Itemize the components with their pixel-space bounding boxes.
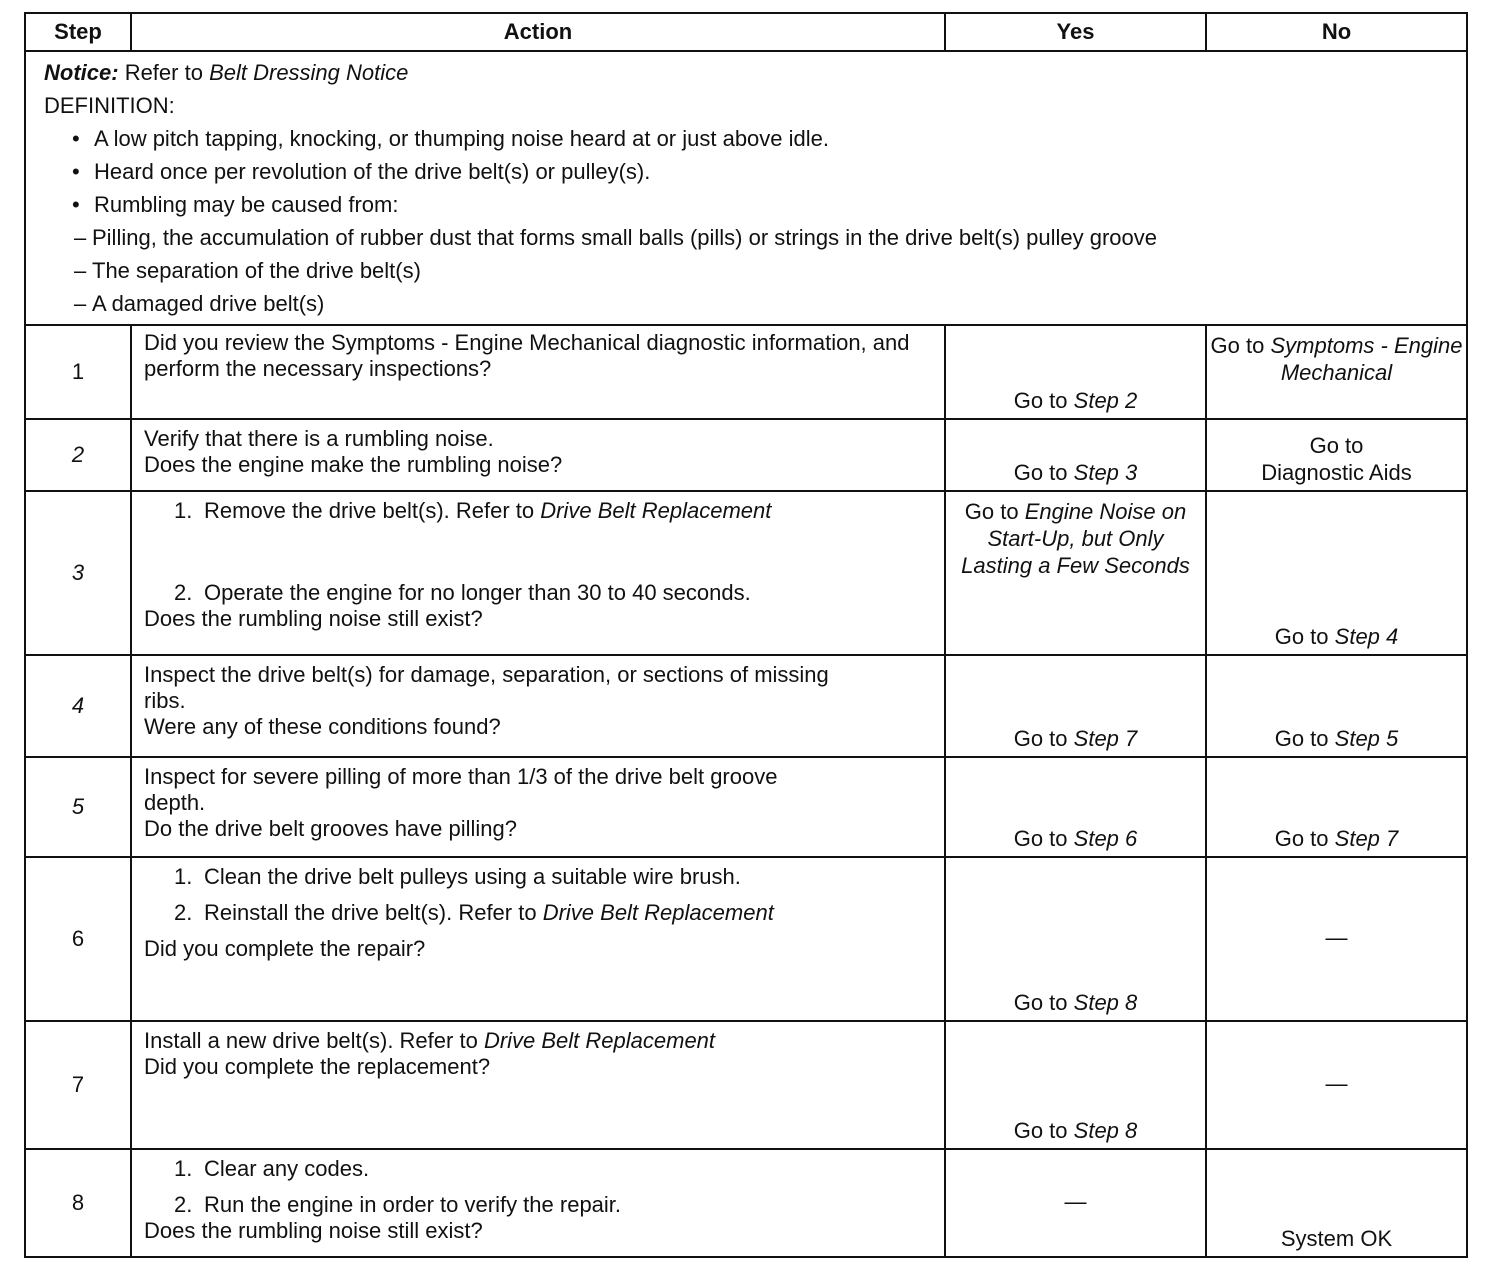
notice-ref: Belt Dressing Notice <box>209 60 409 85</box>
definition-bullet: • Heard once per revolution of the drive belt(s) or pulley(s). <box>72 155 1454 188</box>
definition-list <box>44 122 1454 221</box>
yes-cell <box>945 655 1206 757</box>
no-ref: Step 5 <box>1334 726 1399 751</box>
yes-prefix: Go to <box>1013 388 1068 413</box>
no-cell <box>1206 1021 1467 1149</box>
step-action <box>131 655 945 757</box>
yes-cell <box>945 419 1206 491</box>
yes-dash: — <box>1064 1188 1087 1214</box>
action-ref: Drive Belt Replacement <box>483 1028 716 1053</box>
no-prefix: Go to <box>1274 826 1329 851</box>
yes-ref: Step 8 <box>1073 1118 1138 1143</box>
step-action <box>131 1021 945 1149</box>
step-number: 1 <box>25 325 131 419</box>
yes-prefix: Go to <box>1013 1118 1068 1143</box>
yes-prefix: Go to <box>1013 460 1068 485</box>
no-cell <box>1206 325 1467 419</box>
yes-ref: Step 6 <box>1073 826 1138 851</box>
cause-item: – Pilling, the accumulation of rubber dust that forms small balls (pills) or strings in the drive belt(s) pulley groove <box>74 221 1454 254</box>
action-question: Did you complete the repair? <box>144 936 426 961</box>
step-number: 3 <box>25 491 131 655</box>
no-text: System OK <box>1280 1226 1393 1251</box>
step-row-2 <box>25 419 1467 491</box>
no-cell <box>1206 419 1467 491</box>
notice-block <box>26 52 1466 324</box>
step-action <box>131 325 945 419</box>
step-row-8 <box>25 1149 1467 1257</box>
step-number: 5 <box>25 757 131 857</box>
procedure-item: 1. Clean the drive belt pulleys using a suitable wire brush. <box>174 864 741 889</box>
step-number: 7 <box>25 1021 131 1149</box>
step-action <box>131 757 945 857</box>
yes-cell <box>945 857 1206 1021</box>
step-action <box>131 857 945 1021</box>
procedure-ref: Drive Belt Replacement <box>542 900 774 925</box>
no-line: Diagnostic Aids <box>1261 460 1412 485</box>
no-dash: — <box>1325 1070 1348 1096</box>
no-prefix: Go to <box>1274 624 1329 649</box>
no-cell <box>1206 491 1467 655</box>
step-action <box>131 1149 945 1257</box>
yes-ref: Engine Noise on Start-Up, but Only Lasting a Few Seconds <box>961 499 1190 578</box>
no-cell <box>1206 655 1467 757</box>
action-text: Did you review the Symptoms - Engine Mechanical diagnostic information, and perform the necessary inspections? <box>144 330 910 381</box>
yes-cell <box>945 757 1206 857</box>
action-text: Verify that there is a rumbling noise. <box>144 426 494 451</box>
no-prefix: Go to <box>1274 726 1329 751</box>
step-number: 6 <box>25 857 131 1021</box>
step-number: 8 <box>25 1149 131 1257</box>
definition-bullet: • Rumbling may be caused from: <box>72 188 1454 221</box>
header-yes: Yes <box>945 13 1206 51</box>
notice-text: Refer to <box>124 60 203 85</box>
step-row-3 <box>25 491 1467 655</box>
cause-item: – A damaged drive belt(s) <box>74 287 1454 320</box>
no-line: Go to <box>1309 433 1364 458</box>
header-action: Action <box>131 13 945 51</box>
cause-item: – The separation of the drive belt(s) <box>74 254 1454 287</box>
yes-cell <box>945 491 1206 655</box>
yes-cell <box>945 325 1206 419</box>
step-number: 2 <box>25 419 131 491</box>
no-ref: Symptoms - Engine Mechanical <box>1270 333 1463 385</box>
procedure-item: 2. Operate the engine for no longer than 30 to 40 seconds. <box>174 580 751 605</box>
no-cell <box>1206 757 1467 857</box>
action-question: Do the drive belt grooves have pilling? <box>144 816 518 841</box>
notice-label: Notice: <box>44 60 119 85</box>
diagnostic-table <box>24 12 1468 1258</box>
action-question: Were any of these conditions found? <box>144 714 501 739</box>
procedure-item: 2. Run the engine in order to verify the repair. <box>174 1192 622 1217</box>
yes-ref: Step 8 <box>1073 990 1138 1015</box>
action-question: Does the rumbling noise still exist? <box>144 606 483 631</box>
procedure-list <box>144 498 934 606</box>
yes-cell <box>945 1021 1206 1149</box>
header-no: No <box>1206 13 1467 51</box>
step-row-7 <box>25 1021 1467 1149</box>
definition-label: DEFINITION: <box>44 93 175 118</box>
step-row-5 <box>25 757 1467 857</box>
action-question: Does the engine make the rumbling noise? <box>144 452 563 477</box>
procedure-list <box>144 1156 934 1218</box>
action-question: Does the rumbling noise still exist? <box>144 1218 483 1243</box>
step-row-6 <box>25 857 1467 1021</box>
no-ref: Step 4 <box>1334 624 1399 649</box>
yes-ref: Step 7 <box>1073 726 1138 751</box>
step-action <box>131 419 945 491</box>
step-row-4 <box>25 655 1467 757</box>
no-cell <box>1206 1149 1467 1257</box>
step-row-1 <box>25 325 1467 419</box>
header-row <box>25 13 1467 51</box>
no-ref: Step 7 <box>1334 826 1399 851</box>
procedure-item: 2. Reinstall the drive belt(s). Refer to Drive Belt Replacement <box>174 900 774 925</box>
no-cell <box>1206 857 1467 1021</box>
definition-bullet: • A low pitch tapping, knocking, or thumping noise heard at or just above idle. <box>72 122 1454 155</box>
yes-prefix: Go to <box>1013 990 1068 1015</box>
no-dash: — <box>1325 924 1348 950</box>
action-text: Inspect the drive belt(s) for damage, separation, or sections of missing ribs. <box>144 662 829 713</box>
action-text: Inspect for severe pilling of more than 1/3 of the drive belt groove depth. <box>144 764 778 815</box>
action-text: Install a new drive belt(s). Refer to Drive Belt Replacement <box>144 1028 716 1053</box>
header-step: Step <box>25 13 131 51</box>
procedure-list <box>144 864 934 936</box>
procedure-item: 1. Clear any codes. <box>174 1156 370 1181</box>
step-action <box>131 491 945 655</box>
cause-list <box>44 221 1454 320</box>
action-question: Did you complete the replacement? <box>144 1054 491 1079</box>
procedure-ref: Drive Belt Replacement <box>540 498 772 523</box>
yes-ref: Step 3 <box>1073 460 1138 485</box>
notice-row <box>25 51 1467 325</box>
procedure-item: 1. Remove the drive belt(s). Refer to Drive Belt Replacement <box>174 498 772 523</box>
yes-ref: Step 2 <box>1073 388 1138 413</box>
yes-cell <box>945 1149 1206 1257</box>
step-number: 4 <box>25 655 131 757</box>
no-prefix: Go to <box>1210 333 1265 358</box>
yes-prefix: Go to <box>1013 726 1068 751</box>
yes-prefix: Go to <box>1013 826 1068 851</box>
yes-prefix: Go to <box>964 499 1019 524</box>
